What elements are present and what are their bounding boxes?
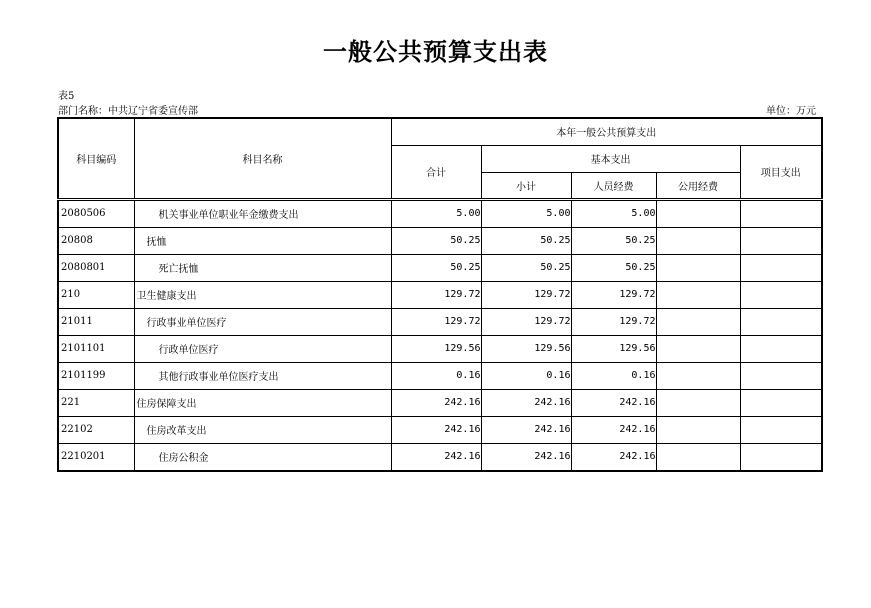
cell-name: 机关事业单位职业年金缴费支出: [134, 199, 391, 227]
table-row: [58, 443, 822, 471]
cell-project: [740, 362, 822, 389]
table-row: [58, 335, 822, 362]
cell-code: 2101101: [58, 335, 134, 362]
cell-total: 242.16: [391, 443, 481, 471]
cell-public: [656, 308, 740, 335]
table-body: [58, 199, 822, 471]
cell-name: 住房改革支出: [134, 416, 391, 443]
cell-name: 行政单位医疗: [134, 335, 391, 362]
header-subtotal: 小计: [481, 172, 571, 199]
cell-personnel: 50.25: [571, 227, 656, 254]
cell-code: 2210201: [58, 443, 134, 471]
unit-label: 单位：万元: [766, 106, 816, 117]
page-title: 一般公共预算支出表: [323, 38, 548, 66]
cell-total: 129.72: [391, 281, 481, 308]
header-code: 科目编码: [58, 118, 134, 199]
cell-code: 2101199: [58, 362, 134, 389]
header-basic: 基本支出: [481, 145, 740, 172]
cell-name: 其他行政事业单位医疗支出: [134, 362, 391, 389]
cell-code: 210: [58, 281, 134, 308]
cell-total: 50.25: [391, 227, 481, 254]
cell-personnel: 129.72: [571, 308, 656, 335]
cell-total: 129.56: [391, 335, 481, 362]
table-row: [58, 362, 822, 389]
cell-project: [740, 335, 822, 362]
cell-public: [656, 335, 740, 362]
cell-name: 行政事业单位医疗: [134, 308, 391, 335]
cell-total: 129.72: [391, 308, 481, 335]
cell-project: [740, 389, 822, 416]
cell-personnel: 242.16: [571, 416, 656, 443]
cell-total: 242.16: [391, 416, 481, 443]
cell-project: [740, 281, 822, 308]
table-row: [58, 227, 822, 254]
cell-total: 5.00: [391, 199, 481, 227]
cell-public: [656, 362, 740, 389]
table-row: [58, 308, 822, 335]
cell-subtotal: 129.72: [481, 281, 571, 308]
cell-public: [656, 227, 740, 254]
cell-personnel: 0.16: [571, 362, 656, 389]
cell-name: 卫生健康支出: [134, 281, 391, 308]
cell-public: [656, 281, 740, 308]
cell-public: [656, 199, 740, 227]
cell-subtotal: 129.56: [481, 335, 571, 362]
cell-personnel: 5.00: [571, 199, 656, 227]
cell-project: [740, 443, 822, 471]
budget-table: [57, 117, 823, 472]
header-public: 公用经费: [656, 172, 740, 199]
table-row: [58, 281, 822, 308]
cell-total: 50.25: [391, 254, 481, 281]
department-name: 部门名称：中共辽宁省委宣传部: [58, 106, 198, 117]
cell-total: 0.16: [391, 362, 481, 389]
cell-code: 20808: [58, 227, 134, 254]
table-row: [58, 416, 822, 443]
cell-project: [740, 254, 822, 281]
cell-personnel: 242.16: [571, 389, 656, 416]
cell-public: [656, 416, 740, 443]
cell-code: 221: [58, 389, 134, 416]
header-name: 科目名称: [134, 118, 391, 199]
cell-project: [740, 199, 822, 227]
table-header: [58, 118, 822, 199]
cell-subtotal: 50.25: [481, 227, 571, 254]
cell-name: 住房保障支出: [134, 389, 391, 416]
cell-subtotal: 242.16: [481, 389, 571, 416]
table-row: [58, 199, 822, 227]
cell-subtotal: 242.16: [481, 443, 571, 471]
cell-personnel: 129.56: [571, 335, 656, 362]
cell-subtotal: 50.25: [481, 254, 571, 281]
cell-code: 22102: [58, 416, 134, 443]
table-row: [58, 389, 822, 416]
cell-personnel: 129.72: [571, 281, 656, 308]
cell-code: 2080506: [58, 199, 134, 227]
cell-project: [740, 227, 822, 254]
cell-personnel: 242.16: [571, 443, 656, 471]
cell-project: [740, 416, 822, 443]
cell-public: [656, 443, 740, 471]
cell-public: [656, 254, 740, 281]
table-number: 表5: [58, 91, 75, 102]
header-project: 项目支出: [740, 145, 822, 199]
cell-subtotal: 0.16: [481, 362, 571, 389]
cell-code: 2080801: [58, 254, 134, 281]
cell-subtotal: 242.16: [481, 416, 571, 443]
cell-public: [656, 389, 740, 416]
cell-project: [740, 308, 822, 335]
cell-name: 住房公积金: [134, 443, 391, 471]
table-row: [58, 254, 822, 281]
cell-code: 21011: [58, 308, 134, 335]
cell-subtotal: 129.72: [481, 308, 571, 335]
header-group: 本年一般公共预算支出: [391, 118, 822, 145]
cell-total: 242.16: [391, 389, 481, 416]
header-total: 合计: [391, 145, 481, 199]
cell-name: 死亡抚恤: [134, 254, 391, 281]
cell-personnel: 50.25: [571, 254, 656, 281]
cell-subtotal: 5.00: [481, 199, 571, 227]
header-personnel: 人员经费: [571, 172, 656, 199]
cell-name: 抚恤: [134, 227, 391, 254]
